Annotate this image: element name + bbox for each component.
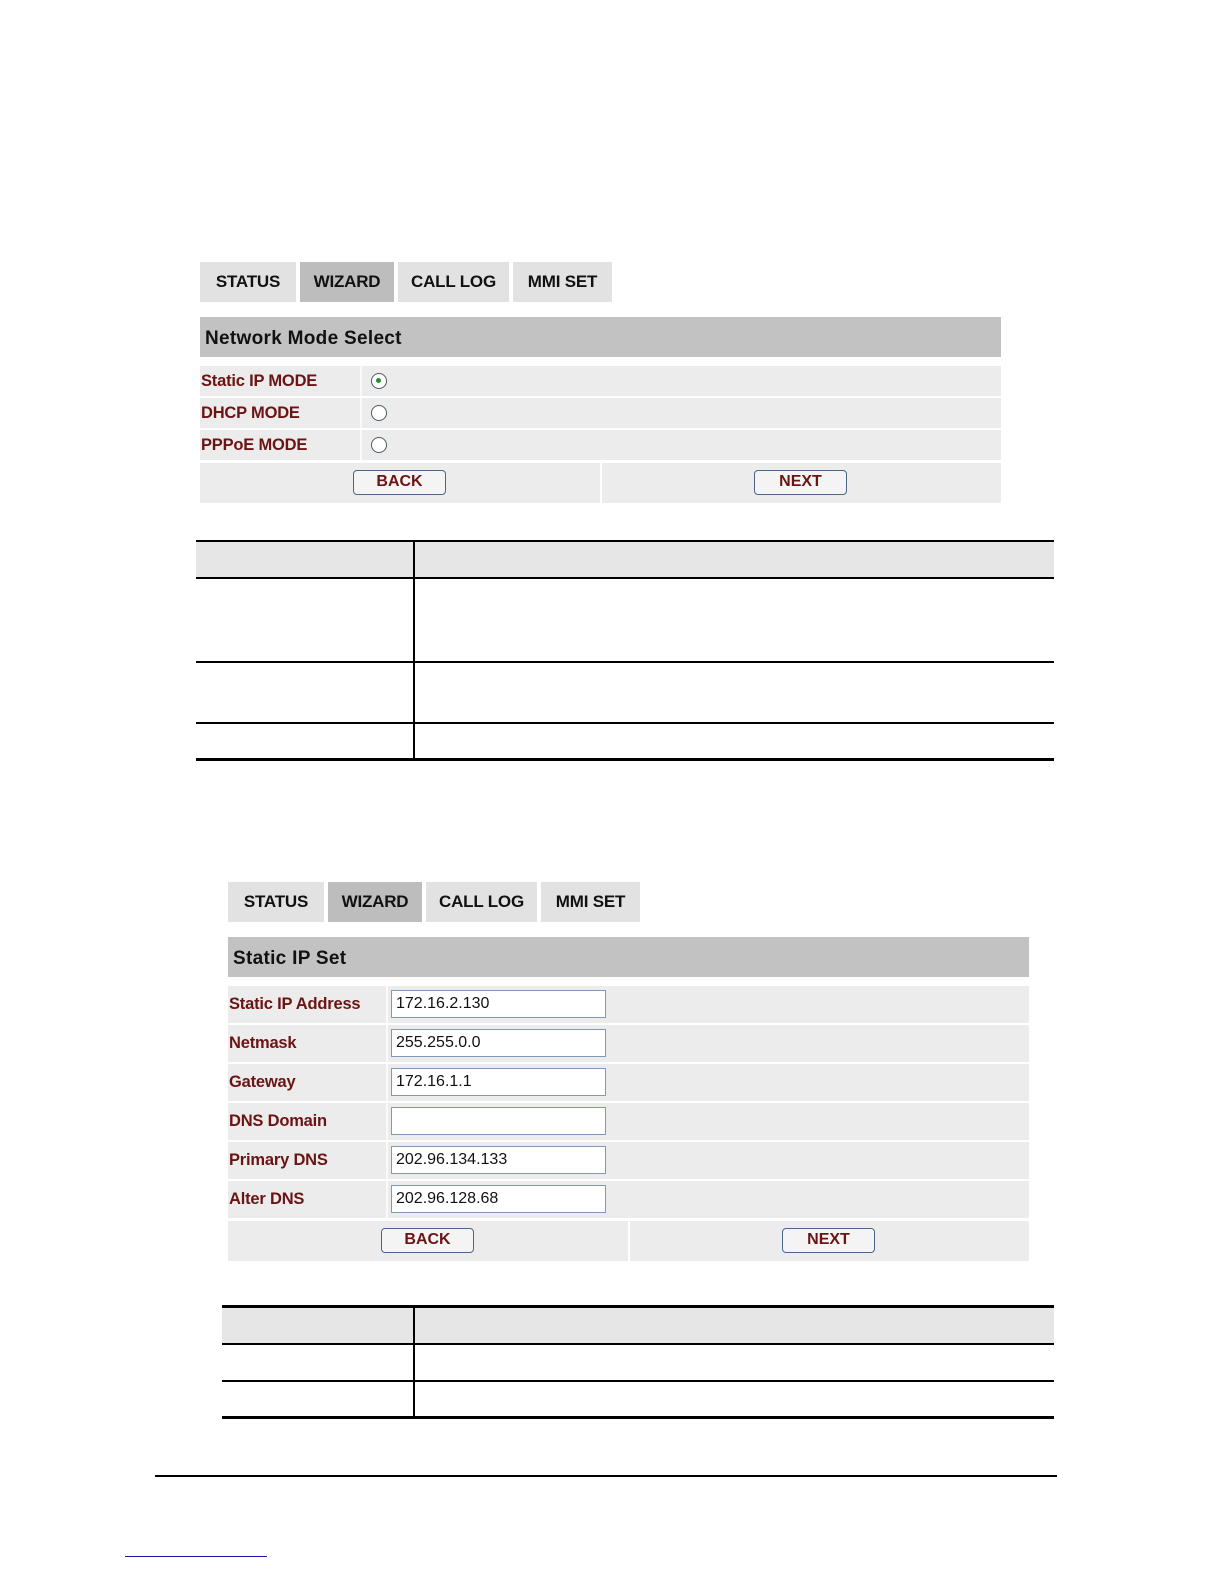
field-label: Primary DNS xyxy=(229,1151,328,1169)
tab-call-log[interactable]: CALL LOG xyxy=(426,882,537,922)
table-header xyxy=(222,1307,1054,1344)
mode-row-dhcp xyxy=(200,398,1001,428)
tab-status[interactable]: STATUS xyxy=(228,882,324,922)
button-row xyxy=(228,1221,1029,1261)
field-row-alter-dns xyxy=(228,1181,1029,1218)
mode-label: DHCP MODE xyxy=(201,403,300,422)
field-label: Static IP Address xyxy=(229,995,361,1013)
tab-mmi-set[interactable]: MMI SET xyxy=(513,262,612,302)
field-label: DNS Domain xyxy=(229,1112,327,1130)
back-button[interactable]: BACK xyxy=(381,1228,474,1253)
network-mode-screen xyxy=(200,262,1001,504)
description-table-2 xyxy=(222,1305,1056,1421)
field-row-dns-domain xyxy=(228,1103,1029,1140)
field-label: Netmask xyxy=(229,1034,297,1052)
button-row xyxy=(200,463,1001,503)
field-row-primary-dns xyxy=(228,1142,1029,1179)
gateway-input[interactable]: 172.16.1.1 xyxy=(391,1068,606,1096)
static-ip-input[interactable]: 172.16.2.130 xyxy=(391,990,606,1018)
field-row-gateway xyxy=(228,1064,1029,1101)
mode-row-static-ip xyxy=(200,366,1001,396)
static-ip-screen xyxy=(228,882,1029,1262)
dhcp-radio[interactable] xyxy=(371,405,387,421)
field-row-netmask xyxy=(228,1025,1029,1062)
tab-bar xyxy=(200,262,1001,302)
tab-wizard[interactable]: WIZARD xyxy=(328,882,422,922)
next-button[interactable]: NEXT xyxy=(754,470,847,495)
table-header xyxy=(196,542,1054,578)
primary-dns-input[interactable]: 202.96.134.133 xyxy=(391,1146,606,1174)
mode-label: Static IP MODE xyxy=(201,371,318,390)
tab-bar xyxy=(228,882,1029,922)
mode-label: PPPoE MODE xyxy=(201,435,308,454)
radio-selected-dot xyxy=(376,378,381,383)
netmask-input[interactable]: 255.255.0.0 xyxy=(391,1029,606,1057)
mode-row-pppoe xyxy=(200,430,1001,460)
description-table-1 xyxy=(196,540,1056,762)
footer-rule xyxy=(155,1475,1057,1477)
footer-link-underline[interactable] xyxy=(125,1556,267,1557)
tab-status[interactable]: STATUS xyxy=(200,262,296,302)
static-ip-radio[interactable] xyxy=(371,373,387,389)
field-row-static-ip xyxy=(228,986,1029,1023)
pppoe-radio[interactable] xyxy=(371,437,387,453)
tab-call-log[interactable]: CALL LOG xyxy=(398,262,509,302)
dns-domain-input[interactable] xyxy=(391,1107,606,1135)
next-button[interactable]: NEXT xyxy=(782,1228,875,1253)
field-label: Gateway xyxy=(229,1073,296,1091)
panel-title: Static IP Set xyxy=(228,937,1029,977)
tab-mmi-set[interactable]: MMI SET xyxy=(541,882,640,922)
tab-wizard[interactable]: WIZARD xyxy=(300,262,394,302)
alter-dns-input[interactable]: 202.96.128.68 xyxy=(391,1185,606,1213)
panel-title: Network Mode Select xyxy=(200,317,1001,357)
field-label: Alter DNS xyxy=(229,1190,305,1208)
back-button[interactable]: BACK xyxy=(353,470,446,495)
